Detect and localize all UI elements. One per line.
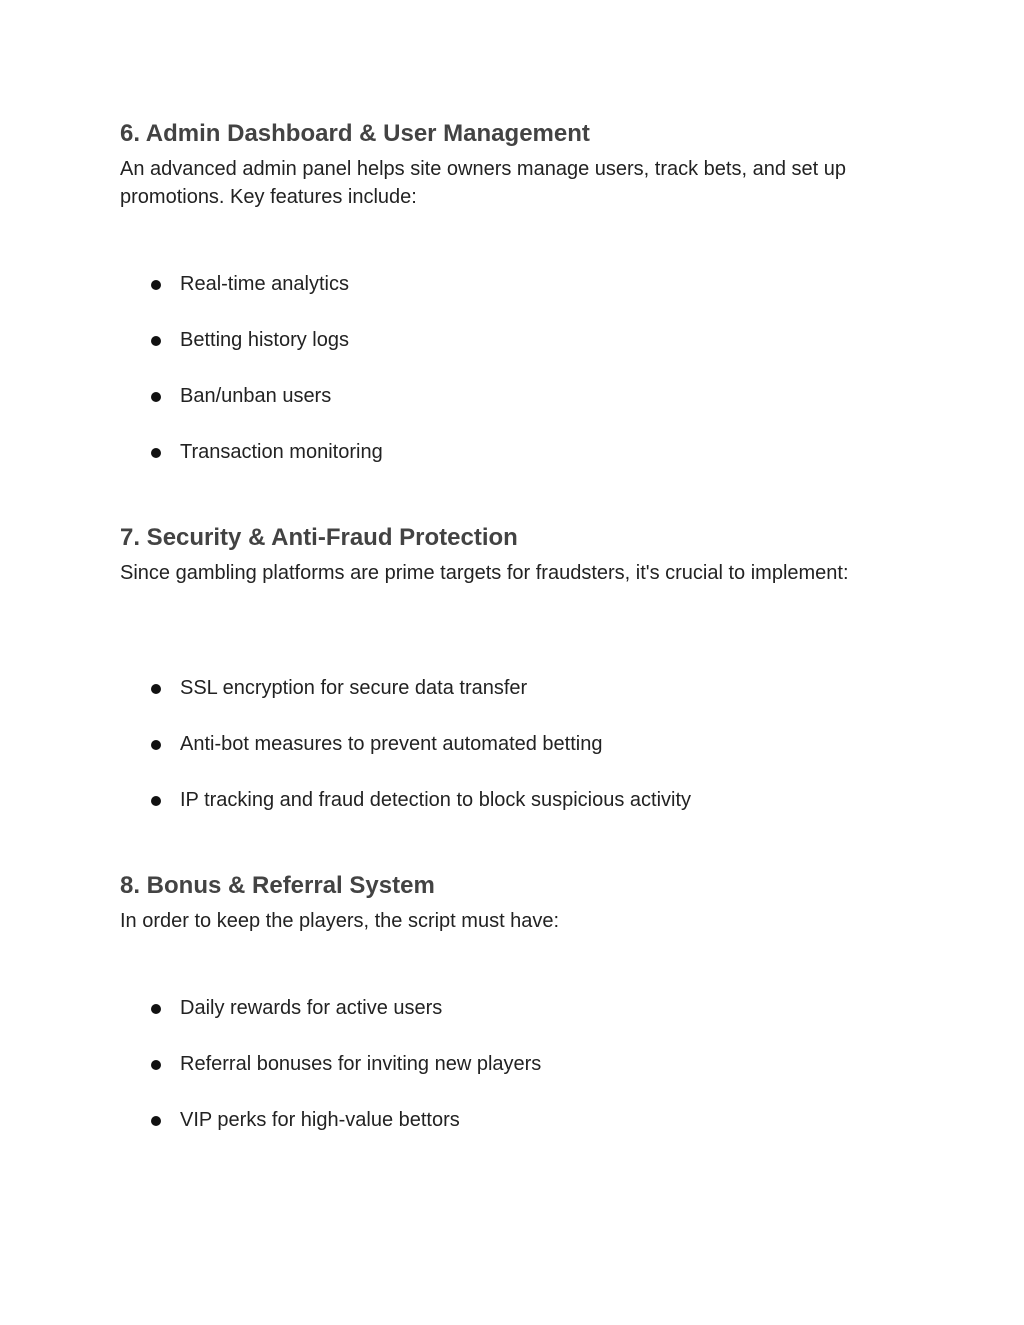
bullet-icon: [151, 1004, 161, 1014]
section-bonus-referral: [120, 871, 900, 1131]
section-heading: 7. Security & Anti-Fraud Protection: [120, 524, 518, 551]
list-item-text: VIP perks for high-value bettors: [180, 1109, 460, 1131]
bullet-icon: [151, 448, 161, 458]
section-intro: An advanced admin panel helps site owners manage users, track bets, and set up promotions. Key features include:: [120, 158, 846, 208]
list-item-text: Daily rewards for active users: [180, 997, 443, 1019]
section-heading: 6. Admin Dashboard & User Management: [120, 120, 590, 147]
bullet-icon: [151, 336, 161, 346]
bullet-icon: [151, 796, 161, 806]
bullet-icon: [151, 1116, 161, 1126]
list-item-text: Transaction monitoring: [180, 441, 383, 463]
list-item-text: Anti-bot measures to prevent automated betting: [180, 733, 603, 755]
bullet-icon: [151, 684, 161, 694]
section-heading: 8. Bonus & Referral System: [120, 872, 435, 899]
list-item-text: SSL encryption for secure data transfer: [180, 677, 528, 699]
list-item-text: Betting history logs: [180, 329, 349, 351]
bullet-icon: [151, 1060, 161, 1070]
section-intro: Since gambling platforms are prime targets for fraudsters, it's crucial to implement:: [120, 562, 849, 584]
section-security: [120, 523, 900, 811]
section-intro: In order to keep the players, the script must have:: [120, 910, 560, 932]
bullet-icon: [151, 740, 161, 750]
bullet-icon: [151, 280, 161, 290]
list-item-text: Referral bonuses for inviting new players: [180, 1053, 542, 1075]
list-item-text: Ban/unban users: [180, 385, 332, 407]
bullet-icon: [151, 392, 161, 402]
section-admin-dashboard: [120, 119, 900, 463]
list-item-text: Real-time analytics: [180, 273, 349, 295]
list-item-text: IP tracking and fraud detection to block suspicious activity: [180, 789, 692, 811]
